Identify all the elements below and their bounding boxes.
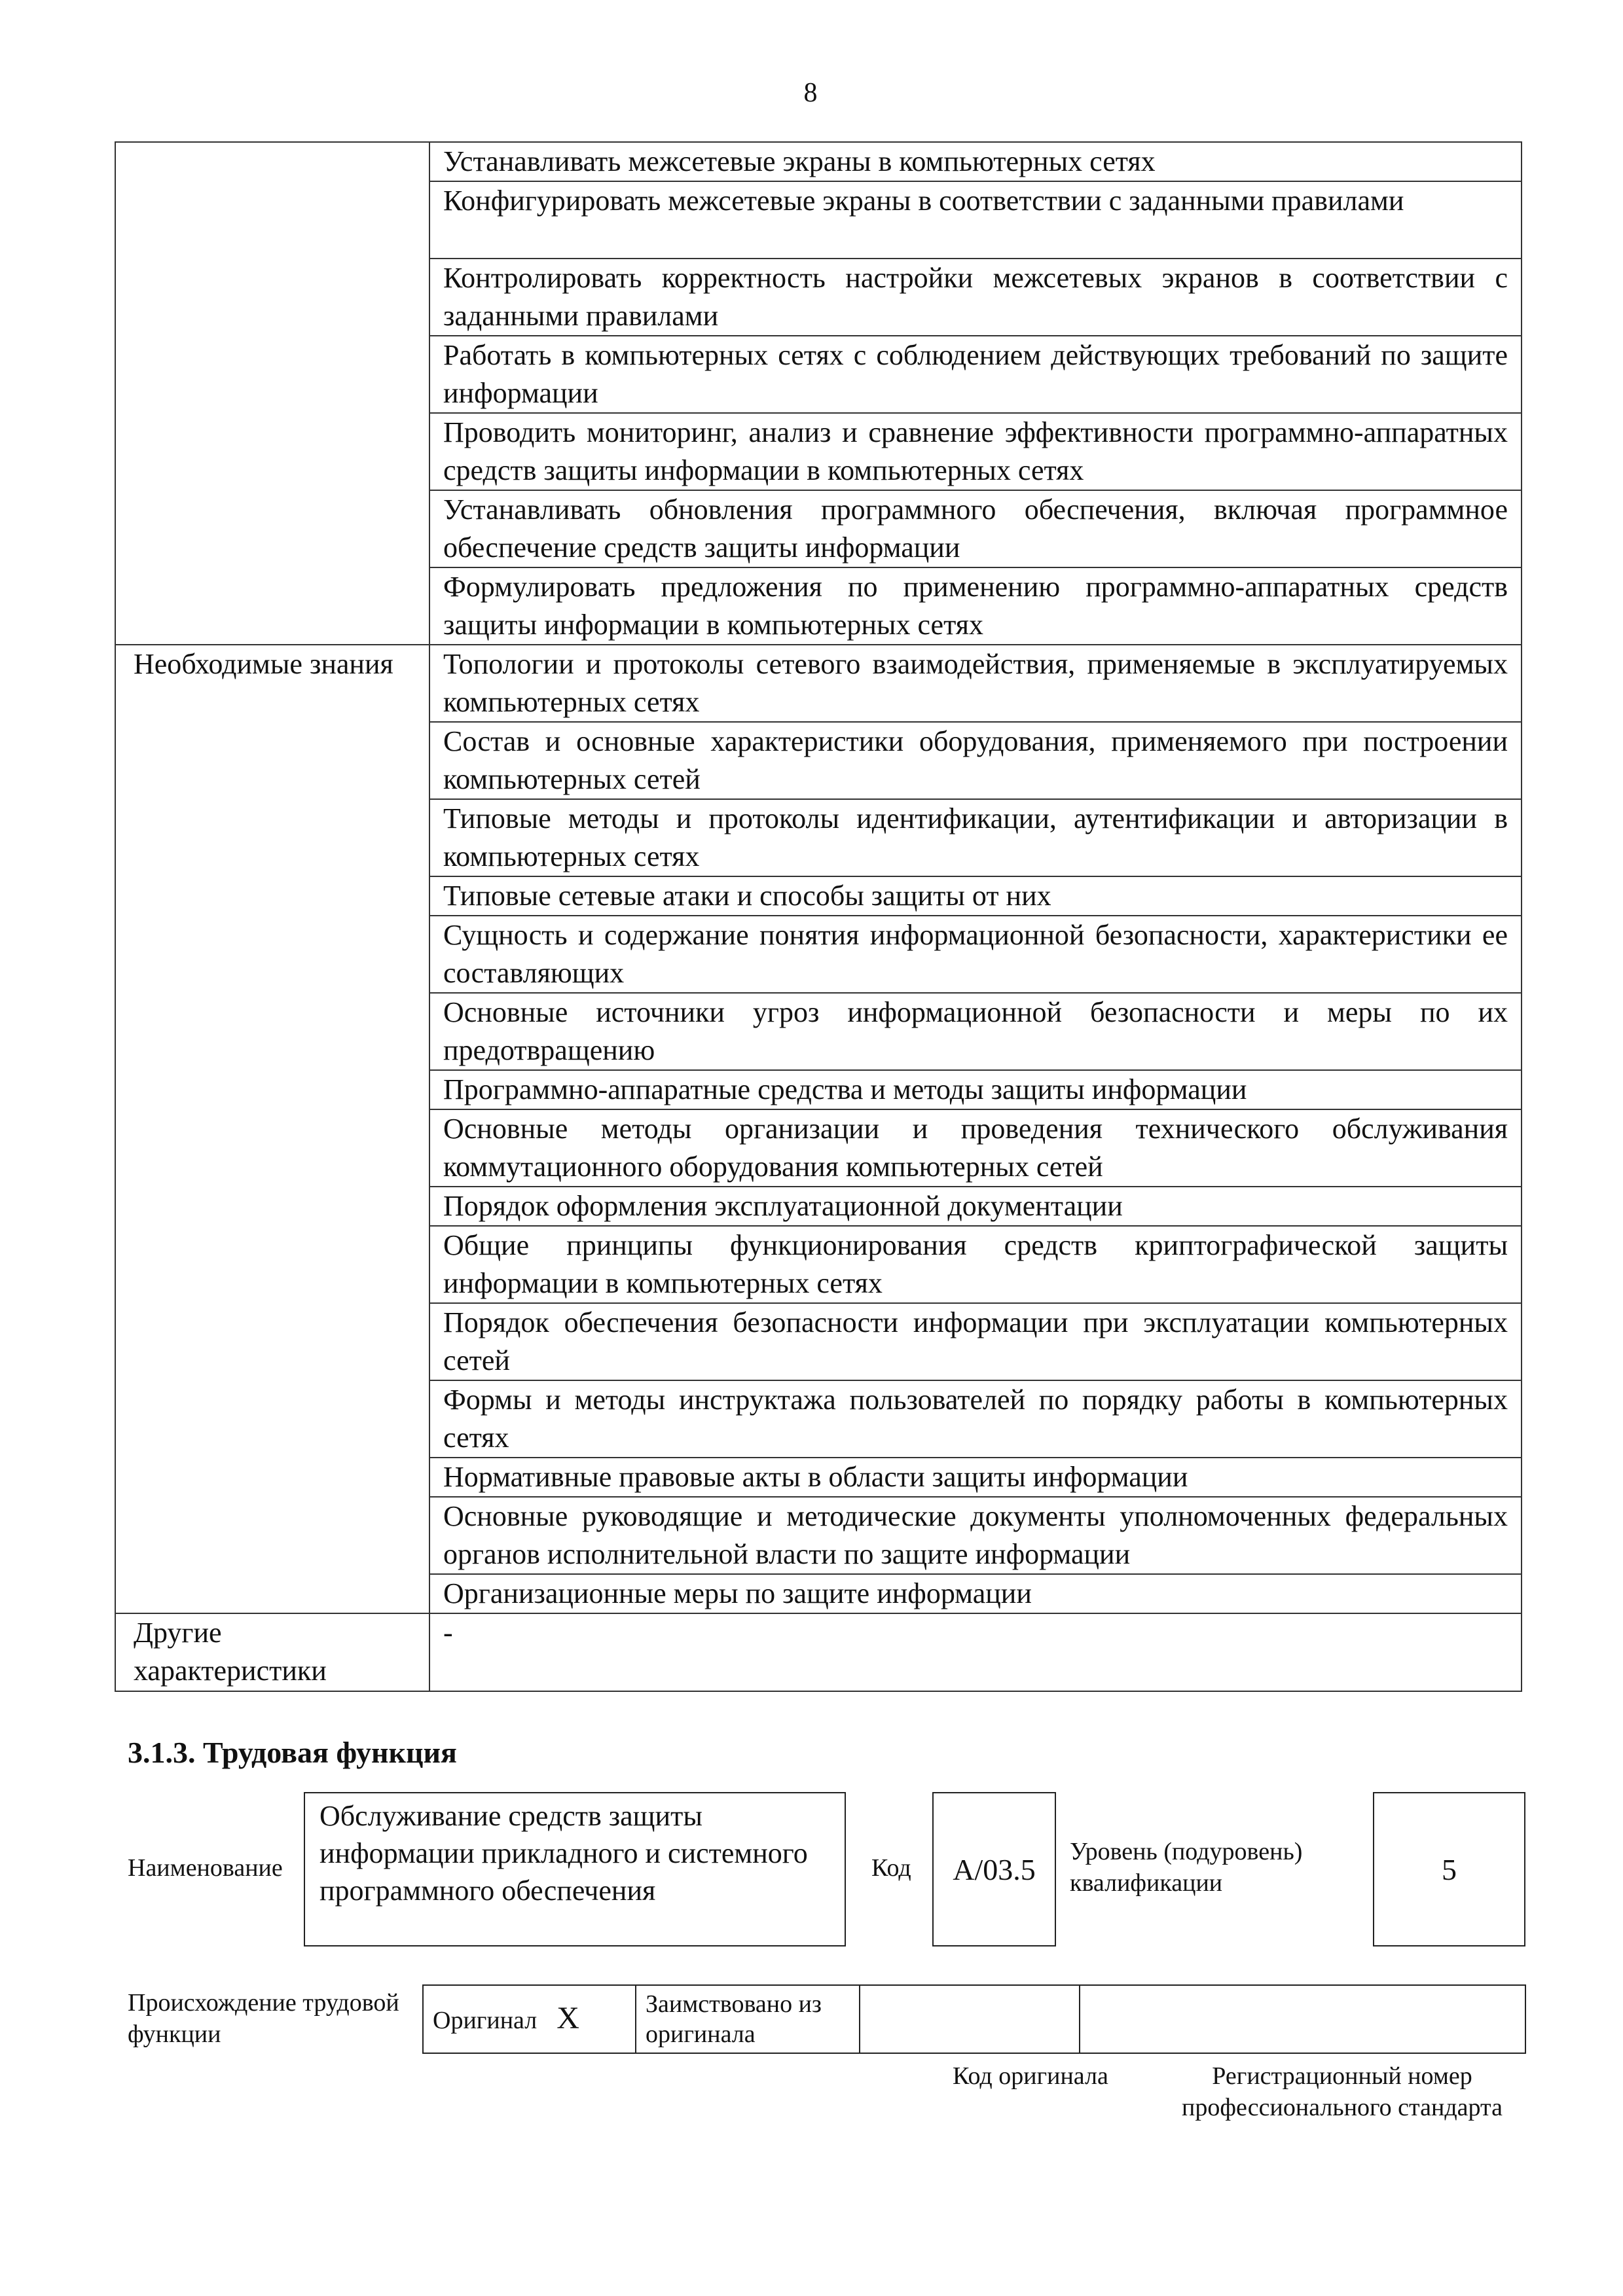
code-original-caption: Код оригинала (953, 2062, 1108, 2090)
skills-item: Устанавливать обновления программного обеспечения, включая программное обеспечение средств защиты информации (429, 490, 1522, 567)
other-value: - (429, 1613, 1522, 1691)
level-box (1373, 1792, 1525, 1946)
function-name-box (304, 1792, 846, 1946)
knowledge-item: Программно-аппаратные средства и методы защиты информации (429, 1070, 1522, 1109)
original-label: Оригинал (433, 2006, 538, 2034)
skills-row (115, 142, 1522, 181)
knowledge-item: Основные источники угроз информационной безопасности и меры по их предотвращению (429, 993, 1522, 1070)
knowledge-item: Порядок обеспечения безопасности информации при эксплуатации компьютерных сетей (429, 1303, 1522, 1380)
requirements-table (115, 141, 1522, 1692)
other-characteristics-row (115, 1613, 1522, 1691)
knowledge-item: Топологии и протоколы сетевого взаимодействия, применяемые в эксплуатируемых компьютерных сетях (429, 645, 1522, 722)
page-number: 8 (803, 78, 818, 108)
other-label: Другие характеристики (115, 1613, 429, 1691)
knowledge-item: Организационные меры по защите информации (429, 1574, 1522, 1613)
knowledge-item: Состав и основные характеристики оборудования, применяемого при построении компьютерных сетей (429, 722, 1522, 799)
knowledge-item: Основные руководящие и методические документы уполномоченных федеральных органов исполнительной власти по защите информации (429, 1497, 1522, 1574)
function-name-value: Обслуживание средств защиты информации прикладного и системного программного обеспечения (319, 1800, 808, 1907)
knowledge-row (115, 645, 1522, 722)
origin-table (422, 1984, 1526, 2054)
knowledge-item: Общие принципы функционирования средств криптографической защиты информации в компьютерных сетях (429, 1226, 1522, 1303)
level-label: Уровень (подуровень) квалификации (1070, 1838, 1303, 1897)
skills-item: Формулировать предложения по применению программно-аппаратных средств защиты информации в компьютерных сетях (429, 567, 1522, 645)
code-value: А/03.5 (953, 1852, 1036, 1886)
original-cell (423, 1985, 636, 2053)
original-code-cell (860, 1985, 1080, 2053)
level-value: 5 (1442, 1852, 1457, 1886)
knowledge-item: Типовые методы и протоколы идентификации, аутентификации и авторизации в компьютерных сетях (429, 799, 1522, 876)
registration-number-cell (1080, 1985, 1525, 2053)
section-heading: 3.1.3. Трудовая функция (128, 1736, 457, 1769)
knowledge-item: Формы и методы инструктажа пользователей по порядку работы в компьютерных сетях (429, 1380, 1522, 1458)
skills-item: Работать в компьютерных сетях с соблюдением действующих требований по защите информации (429, 336, 1522, 413)
knowledge-item: Нормативные правовые акты в области защиты информации (429, 1458, 1522, 1497)
origin-label: Происхождение трудовой функции (128, 1989, 399, 2048)
registration-caption: Регистрационный номер профессионального стандарта (1182, 2062, 1503, 2121)
skills-item: Проводить мониторинг, анализ и сравнение эффективности программно-аппаратных средств защиты информации в компьютерных сетях (429, 413, 1522, 490)
code-label: Код (871, 1854, 911, 1882)
code-box (932, 1792, 1056, 1946)
borrowed-cell (636, 1985, 860, 2053)
skills-item: Контролировать корректность настройки межсетевых экранов в соответствии с заданными правилами (429, 259, 1522, 336)
knowledge-item: Порядок оформления эксплуатационной документации (429, 1187, 1522, 1226)
skills-label (115, 142, 429, 645)
knowledge-item: Типовые сетевые атаки и способы защиты от них (429, 876, 1522, 916)
knowledge-item: Сущность и содержание понятия информационной безопасности, характеристики ее составляющих (429, 916, 1522, 993)
borrowed-label: Заимствовано из оригинала (646, 1990, 822, 2048)
knowledge-item: Основные методы организации и проведения технического обслуживания коммутационного оборудования компьютерных сетей (429, 1109, 1522, 1187)
skills-item: Конфигурировать межсетевые экраны в соответствии с заданными правилами (429, 181, 1522, 259)
original-mark: X (556, 2000, 579, 2036)
name-label: Наименование (128, 1854, 283, 1882)
knowledge-label: Необходимые знания (115, 645, 429, 1613)
skills-item: Устанавливать межсетевые экраны в компьютерных сетях (429, 142, 1522, 181)
